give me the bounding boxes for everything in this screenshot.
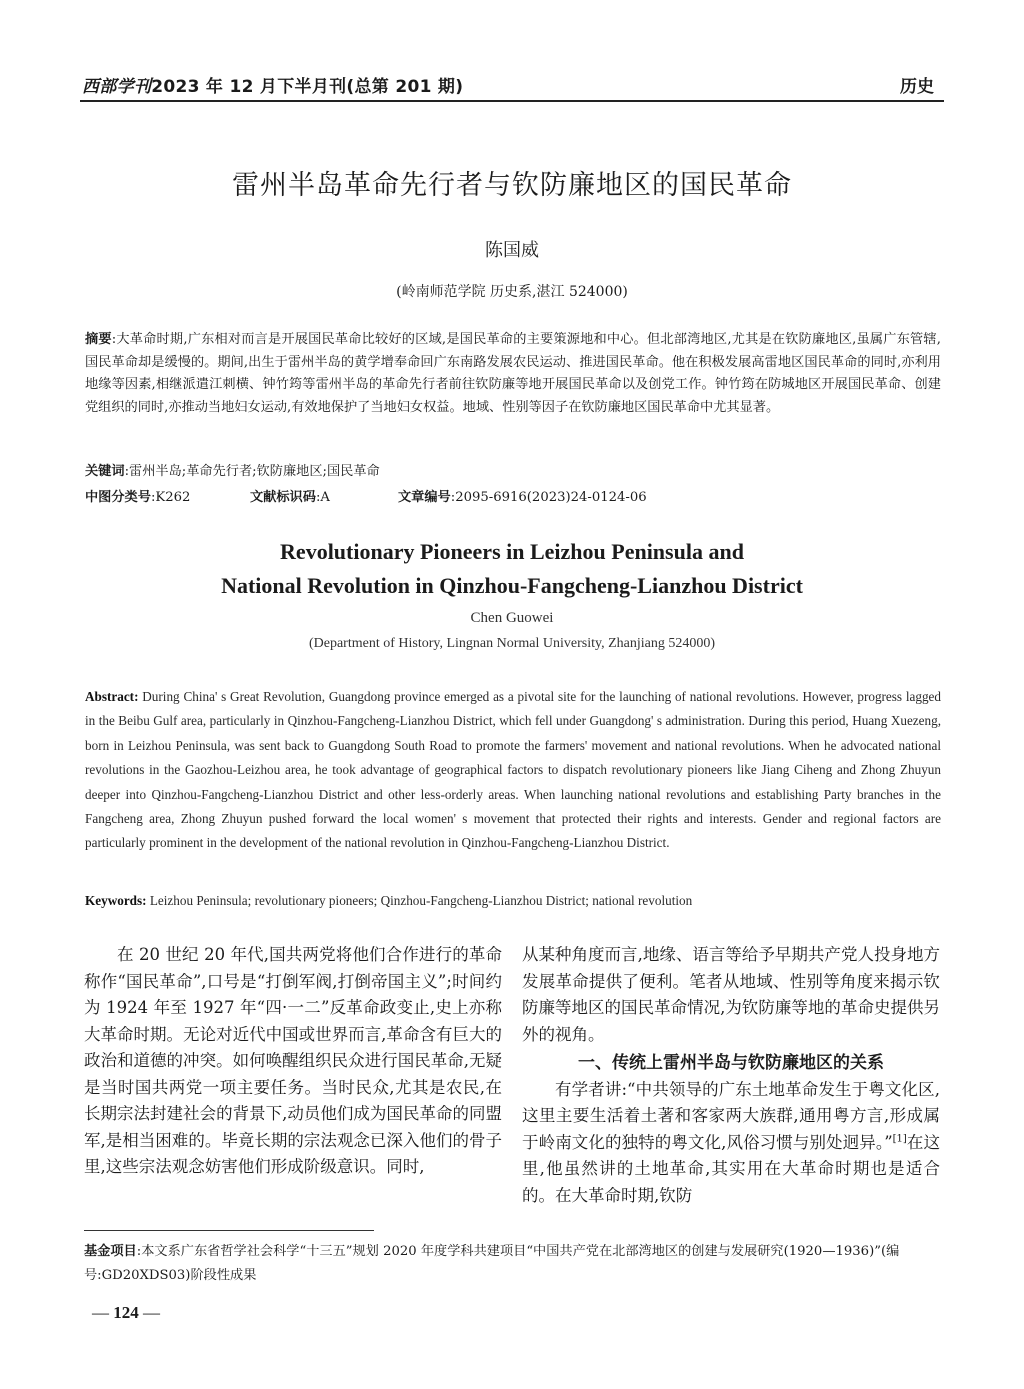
abstract-label-cn: 摘要 [85, 332, 112, 347]
abstract-text-en: During China' s Great Revolution, Guangdong province emerged as a pivotal site for the launching of national revolutions. However, progress lagged in the Beibu Gulf area, particularly in Qinzhou-Fangcheng-Lianzhou District, which fell under Guangdong' s administration. During this period, Huang Xuezeng, born in Leizhou Peninsula, was sent back to Guangdong South Road to promote the farmers' movement and national revolutions. When he advocated national revolutions in the Gaozhou-Leizhou area, he took advantage of geographical factors to dispatch revolutionary pioneers like Jiang Ciheng and Zhong Zhuyun deeper into Qinzhou-Fangcheng-Lianzhou District and other less-orderly areas. When launching national revolutions and establishing Party branches in the Fangcheng area, Zhong Zhuyun pushed forward the local women' s movement that protected their rights and interests. Gender and regional factors are particularly prominent in the development of the national revolution in Qinzhou-Fangcheng-Lianzhou District. [85, 689, 941, 851]
document-code-value: A [320, 490, 330, 505]
keywords-cn: 关键词:雷州半岛;革命先行者;钦防廉地区;国民革命 [85, 464, 380, 479]
header-rule [80, 100, 944, 102]
body-text: 在这里,他虽然讲的土地革命,其实用在大革命时期也是适合的。在大革命时期,钦防 [522, 1132, 941, 1205]
clc-value: K262 [155, 490, 191, 505]
article-title-cn: 雷州半岛革命先行者与钦防廉地区的国民革命 [232, 170, 792, 201]
affiliation-cn: (岭南师范学院 历史系,湛江 524000) [396, 284, 628, 300]
body-paragraph [522, 1077, 940, 1210]
article-number: 文章编号:2095-6916(2023)24-0124-06 [398, 490, 647, 505]
footnote-rule [84, 1230, 374, 1231]
body-paragraph: 在 20 世纪 20 年代,国共两党将他们合作进行的革命称作“国民革命”,口号是“打倒军阀,打倒帝国主义”;时间约为 1924 年至 1927 年“四·一二”反革命政变止,史上亦称大革命时期。无论对近代中国或世界而言,革命含有巨大的政治和道德的冲突。如何唤醒组织民众进行国民革命,无疑是当时国共两党一项主要任务。当时民众,尤其是农民,在长期宗法封建社会的背景下,动员他们成为国民革命的同盟军,是相当困难的。毕竟长期的宗法观念已深入他们的骨子里,这些宗法观念妨害他们形成阶级意识。同时, [84, 945, 502, 1176]
clc-number: 中图分类号:K262 [85, 490, 191, 505]
abstract-label-en: Abstract: [85, 689, 139, 704]
body-column-right [522, 942, 940, 1209]
keywords-label-cn: 关键词 [85, 464, 125, 479]
abstract-text-cn: 大革命时期,广东相对而言是开展国民革命比较好的区域,是国民革命的主要策源地和中心。但北部湾地区,尤其是在钦防廉地区,虽属广东管辖,国民革命却是缓慢的。期间,出生于雷州半岛的黄学增奉命回广东南路发展农民运动、推进国民革命。他在积极发展高雷地区国民革命的同时,亦利用地缘等因素,相继派遣江刺横、钟竹筠等雷州半岛的革命先行者前往钦防廉等地开展国民革命以及创党工作。钟竹筠在防城地区开展国民革命、创建党组织的同时,亦推动当地妇女运动,有效地保护了当地妇女权益。地域、性别等因子在钦防廉地区国民革命中尤其显著。 [85, 332, 941, 415]
author-cn: 陈国威 [485, 240, 539, 261]
abstract-en [85, 685, 941, 856]
article-title-en-line1: Revolutionary Pioneers in Leizhou Peninsula and [280, 539, 744, 564]
article-number-label: 文章编号 [398, 490, 451, 505]
keywords-en [85, 893, 692, 909]
body-paragraph-continued: 从某种角度而言,地缘、语言等给予早期共产党人投身地方发展革命提供了便利。笔者从地域、性别等角度来揭示钦防廉等地区的国民革命情况,为钦防廉等地的革命史提供另外的视角。 [522, 945, 940, 1044]
body-column-left [84, 942, 502, 1181]
journal-masthead: 西部学刊 [82, 77, 152, 97]
quote-text: 有学者讲:“中共领导的广东土地革命发生于粤文化区,这里主要生活着土著和客家两大族群,通用粤方言,形成属于岭南文化的独特的粤文化,风俗习惯与别处迥异。” [522, 1079, 940, 1152]
document-code-label: 文献标识码 [250, 490, 316, 505]
page-number: — 124 — [92, 1303, 160, 1322]
clc-label: 中图分类号 [85, 490, 151, 505]
funding-footnote: 基金项目:本文系广东省哲学社会科学“十三五”规划 2020 年度学科共建项目“中国共产党在北部湾地区的创建与发展研究(1920—1936)”(编号:GD20XDS03)阶段性成果 [84, 1244, 900, 1283]
classification-line [85, 486, 647, 505]
funding-text: 本文系广东省哲学社会科学“十三五”规划 2020 年度学科共建项目“中国共产党在北部湾地区的创建与发展研究(1920—1936)”(编号:GD20XDS03)阶段性成果 [84, 1244, 900, 1283]
article-number-value: 2095-6916(2023)24-0124-06 [455, 490, 647, 505]
section-heading: 一、传统上雷州半岛与钦防廉地区的关系 [578, 1053, 884, 1073]
keywords-text-en: Leizhou Peninsula; revolutionary pioneers; Qinzhou-Fangcheng-Lianzhou District; national revolution [149, 893, 693, 908]
citation-ref[interactable]: [1] [892, 1133, 907, 1144]
running-header-section: 历史 [900, 77, 934, 97]
keywords-label-en: Keywords: [85, 893, 147, 908]
article-title-en-line2: National Revolution in Qinzhou-Fangcheng-Lianzhou District [221, 573, 803, 598]
document-code: 文献标识码:A [250, 490, 330, 505]
funding-label: 基金项目 [84, 1244, 137, 1259]
author-en: Chen Guowei [470, 610, 554, 626]
affiliation-en: (Department of History, Lingnan Normal University, Zhanjiang 524000) [308, 636, 716, 651]
journal-issue: 2023 年 12 月下半月刊(总第 201 期) [151, 77, 464, 97]
running-header-journal [82, 72, 463, 97]
abstract-cn: 摘要:大革命时期,广东相对而言是开展国民革命比较好的区域,是国民革命的主要策源地和中心。但北部湾地区,尤其是在钦防廉地区,虽属广东管辖,国民革命却是缓慢的。期间,出生于雷州半岛的黄学增奉命回广东南路发展农民运动、推进国民革命。他在积极发展高雷地区国民革命的同时,亦利用地缘等因素,相继派遣江刺横、钟竹筠等雷州半岛的革命先行者前往钦防廉等地开展国民革命以及创党工作。钟竹筠在防城地区开展国民革命、创建党组织的同时,亦推动当地妇女运动,有效地保护了当地妇女权益。地域、性别等因子在钦防廉地区国民革命中尤其显著。 [85, 332, 941, 415]
page-number-value: 124 [113, 1303, 139, 1322]
keywords-text-cn: 雷州半岛;革命先行者;钦防廉地区;国民革命 [129, 464, 380, 479]
